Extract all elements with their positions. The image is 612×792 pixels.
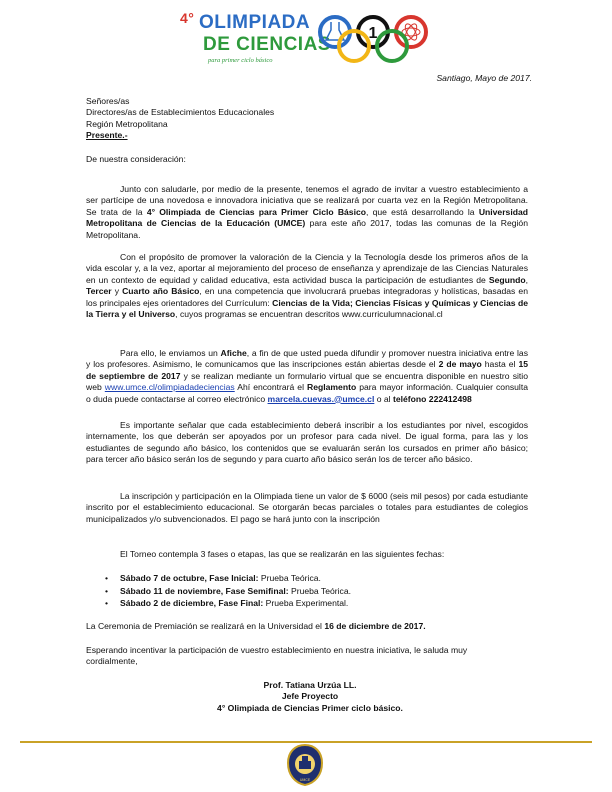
paragraph-levels: Es importante señalar que cada establecimiento deberá inscribir a los estudiantes por nivel, escogidos internamente, los que deberán ser apoyados por un profesor para cada nivel. De igual forma, para las y los estudiantes de segundo año básico, los contenidos que se evaluarán serán los cursados en primer año básico; para tercer año básico serán los de segundo y para cuarto año básico serán los de tercer año básico.: [86, 420, 528, 465]
paragraph-invitation: Junto con saludarle, por medio de la presente, tenemos el agrado de invitar a vuestro establecimiento a ser partícipe de una novedosa e innovadora iniciativa que se realizará por cuarta vez en la Región Metropolitana. Se trata de la 4° Olimpiada de Ciencias para Primer Ciclo Básico, que está desarrollando la Universidad Metropolitana de Ciencias de la Educación (UMCE) para este año 2017, todas las comunas de la Región Metropolitana.: [86, 184, 529, 240]
paragraph-purpose: Con el propósito de promover la valoración de la Ciencia y la Tecnología desde los primeros años de la vida escolar y, a la vez, aportar al mejoramiento del proceso de enseñanza y aprendizaje de las Ciencias Naturales en un contexto de equidad y calidad educativa, esta actividad busca la participación de estudiantes de Segundo, Tercer y Cuarto año Básico, en una competencia que involucrará pruebas integradoras y holísticas, basadas en los principales ejes orientadores del Currículum: Ciencias de la Vida; Ciencias Físicas y Químicas y Ciencias de la Tierra y el Universo, cuyos programas se encuentran descritos www.curriculumnacional.cl: [86, 252, 528, 320]
list-item: • Sábado 7 de octubre, Fase Inicial: Prueba Teórica.: [103, 572, 523, 585]
paragraph-fee: La inscripción y participación en la Olimpiada tiene un valor de $ 6000 (seis mil pesos) por cada estudiante inscrito por el establecimiento educacional. Se otorgarán becas parciales o totales para estudiantes de colegios municipalizados y/o subvencionados. El pago se hará junto con la inscripción: [86, 491, 528, 524]
list-item: • Sábado 2 de diciembre, Fase Final: Prueba Experimental.: [103, 597, 523, 610]
email-link[interactable]: marcela.cuevas.@umce.cl: [267, 393, 375, 404]
recipient-line: Señores/as: [86, 96, 130, 106]
signature-block: [160, 680, 460, 714]
recipient-line: Región Metropolitana: [86, 118, 168, 129]
list-item: • Sábado 11 de noviembre, Fase Semifinal: Prueba Teórica.: [103, 585, 523, 598]
ceremony-line: La Ceremonia de Premiación se realizará en la Universidad el 16 de diciembre de 2017.: [86, 621, 426, 631]
svg-text:1: 1: [368, 25, 378, 42]
university-seal-icon: [285, 743, 325, 787]
recipient-line: Directores/as de Establecimientos Educacionales: [86, 107, 275, 118]
paragraph-registration: Para ello, le enviamos un Afiche, a fin de que usted pueda difundir y promover nuestra iniciativa entre las y los profesores. Asimismo, le comunicamos que las inscripciones están abiertas desde el 2 de mayo hasta el 15 de septiembre de 2017 y se realizan mediante un formulario virtual que se encuentra disponible en nuestro sitio web www.umce.cl/olimpiadadeciencias Ahí encontrará el Reglamento para mayor información. Cualquier consulta o duda puede contactarse al correo electrónico marcela.cuevas.@umce.cl o al teléfono 222412498: [86, 348, 528, 404]
greeting: De nuestra consideración:: [86, 154, 186, 164]
header-logo: [175, 6, 445, 68]
signature-name: Prof. Tatiana Urzúa LL.: [263, 680, 357, 690]
recipient-block: [86, 96, 274, 142]
logo-line1: OLIMPIADA: [199, 12, 311, 33]
olympic-rings-icon: [311, 12, 443, 64]
recipient-presente: Presente.-: [86, 130, 128, 141]
closing: Esperando incentivar la participación de vuestro establecimiento en nuestra iniciativa, le saluda muy cordialmente,: [86, 645, 468, 667]
logo-tagline: para primer ciclo básico: [208, 57, 273, 64]
logo-line2: DE CIENCIAS: [203, 34, 331, 55]
signature-project: 4° Olimpiada de Ciencias Primer ciclo básico.: [217, 702, 403, 713]
website-link[interactable]: www.umce.cl/olimpiadadeciencias: [104, 382, 235, 393]
paragraph-phases-intro: El Torneo contempla 3 fases o etapas, las que se realizarán en las siguientes fechas:: [120, 549, 445, 559]
letter-date: Santiago, Mayo de 2017.: [436, 73, 532, 83]
logo-prefix: 4°: [180, 10, 195, 26]
phases-list: [103, 572, 523, 610]
signature-title: Jefe Proyecto: [281, 691, 339, 702]
svg-text:UMCE: UMCE: [299, 778, 311, 782]
